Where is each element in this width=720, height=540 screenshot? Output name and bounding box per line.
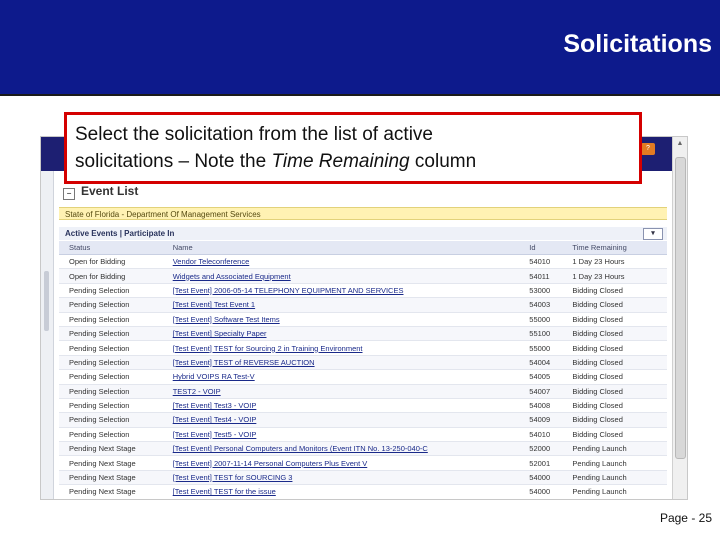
time-remaining-cell: Bidding Closed (562, 341, 667, 355)
status-cell: Pending Next Stage (59, 485, 163, 499)
time-remaining-cell: Bidding Closed (562, 370, 667, 384)
event-id-cell: 53000 (519, 283, 562, 297)
table-row[interactable] (59, 341, 667, 355)
status-cell: Open for Bidding (59, 269, 163, 283)
table-row[interactable] (59, 312, 667, 326)
status-cell: Pending Selection (59, 355, 163, 369)
time-remaining-cell: Bidding Closed (562, 427, 667, 441)
event-id-cell: 54000 (519, 485, 562, 499)
table-row[interactable] (59, 269, 667, 283)
active-events-subheader (59, 227, 667, 240)
vertical-scrollbar[interactable] (672, 137, 687, 499)
status-cell: Pending Selection (59, 326, 163, 340)
event-id-cell: 54010 (519, 255, 562, 269)
table-row[interactable] (59, 283, 667, 297)
time-remaining-cell: Pending Launch (562, 442, 667, 456)
table-row[interactable] (59, 355, 667, 369)
table-options-icon[interactable]: ▾ (643, 228, 663, 240)
event-name-link[interactable]: Hybrid VOIPS RA Test-V (163, 370, 520, 384)
event-list-heading (63, 184, 138, 200)
event-id-cell: 52000 (519, 442, 562, 456)
status-cell: Pending Next Stage (59, 470, 163, 484)
status-cell: Open for Bidding (59, 255, 163, 269)
table-row[interactable] (59, 326, 667, 340)
status-cell: Pending Selection (59, 312, 163, 326)
scrollbar-thumb[interactable] (675, 157, 686, 459)
time-remaining-cell: Pending Launch (562, 485, 667, 499)
event-name-link[interactable]: Vendor Teleconference (163, 255, 520, 269)
event-name-link[interactable]: [Test Event] TEST for SOURCING 3 (163, 470, 520, 484)
slide-title: Solicitations (563, 30, 712, 58)
instruction-callout (64, 112, 642, 184)
help-icon[interactable]: ? (641, 143, 655, 155)
status-cell: Pending Next Stage (59, 442, 163, 456)
callout-line-1: Select the solicitation from the list of active (75, 124, 433, 145)
callout-emphasis: Time Remaining (271, 151, 410, 172)
status-cell: Pending Selection (59, 398, 163, 412)
time-remaining-cell: 1 Day 23 Hours (562, 255, 667, 269)
collapse-section-icon[interactable]: − (63, 188, 75, 200)
event-name-link[interactable]: [Test Event] TEST for the issue (163, 485, 520, 499)
column-header[interactable]: Time Remaining (562, 241, 667, 255)
event-id-cell: 55000 (519, 312, 562, 326)
app-screenshot (40, 136, 688, 500)
table-row[interactable] (59, 470, 667, 484)
status-cell: Pending Selection (59, 413, 163, 427)
column-header[interactable]: Status (59, 241, 163, 255)
event-name-link[interactable]: [Test Event] Test Event 1 (163, 298, 520, 312)
time-remaining-cell: Bidding Closed (562, 298, 667, 312)
event-id-cell: 54008 (519, 398, 562, 412)
table-row[interactable] (59, 298, 667, 312)
event-name-link[interactable]: [Test Event] 2007-11-14 Personal Computers Plus Event V (163, 456, 520, 470)
table-row[interactable] (59, 255, 667, 269)
status-cell: Pending Selection (59, 384, 163, 398)
time-remaining-cell: Bidding Closed (562, 413, 667, 427)
event-name-link[interactable]: [Test Event] Personal Computers and Monitors (Event ITN No. 13-250-040-C (163, 442, 520, 456)
time-remaining-cell: 1 Day 23 Hours (562, 269, 667, 283)
event-table (59, 241, 667, 500)
table-row[interactable] (59, 442, 667, 456)
active-events-label: Active Events | Participate In (65, 229, 175, 238)
time-remaining-cell: Bidding Closed (562, 384, 667, 398)
page-number: Page - 25 (659, 511, 712, 525)
time-remaining-cell: Pending Launch (562, 470, 667, 484)
callout-text (75, 121, 476, 175)
event-name-link[interactable]: [Test Event] TEST for Sourcing 2 in Training Environment (163, 341, 520, 355)
event-id-cell: 52001 (519, 456, 562, 470)
status-cell: Pending Selection (59, 427, 163, 441)
event-name-link[interactable]: [Test Event] Software Test Items (163, 312, 520, 326)
event-id-cell: 54003 (519, 298, 562, 312)
event-id-cell: 54011 (519, 269, 562, 283)
organization-bar: State of Florida - Department Of Management Services (59, 207, 667, 220)
time-remaining-cell: Pending Launch (562, 456, 667, 470)
event-name-link[interactable]: [Test Event] Specialty Paper (163, 326, 520, 340)
event-id-cell: 55100 (519, 326, 562, 340)
status-cell: Pending Selection (59, 341, 163, 355)
event-id-cell: 54004 (519, 355, 562, 369)
table-header-row (59, 241, 667, 255)
time-remaining-cell: Bidding Closed (562, 283, 667, 297)
table-row[interactable] (59, 427, 667, 441)
table-row[interactable] (59, 398, 667, 412)
event-id-cell: 54000 (519, 470, 562, 484)
event-id-cell: 54007 (519, 384, 562, 398)
event-id-cell: 54009 (519, 413, 562, 427)
event-name-link[interactable]: TEST2 - VOIP (163, 384, 520, 398)
callout-line-2-start: solicitations – Note the (75, 151, 272, 172)
event-name-link[interactable]: [Test Event] TEST of REVERSE AUCTION (163, 355, 520, 369)
column-header[interactable]: Id (519, 241, 562, 255)
table-row[interactable] (59, 384, 667, 398)
time-remaining-cell: Bidding Closed (562, 398, 667, 412)
slide-header (0, 0, 720, 96)
status-cell: Pending Selection (59, 283, 163, 297)
event-list-title: Event List (81, 184, 139, 198)
event-name-link[interactable]: [Test Event] Test3 - VOIP (163, 398, 520, 412)
event-id-cell: 54010 (519, 427, 562, 441)
event-name-link[interactable]: [Test Event] Test5 - VOIP (163, 427, 520, 441)
callout-line-2-end: column (409, 151, 477, 172)
time-remaining-cell: Bidding Closed (562, 355, 667, 369)
event-name-link[interactable]: Widgets and Associated Equipment (163, 269, 520, 283)
status-cell: Pending Next Stage (59, 456, 163, 470)
event-name-link[interactable]: [Test Event] Test4 - VOIP (163, 413, 520, 427)
collapse-handle-icon[interactable] (44, 271, 49, 331)
table-row[interactable] (59, 370, 667, 384)
table-row[interactable] (59, 456, 667, 470)
table-row[interactable] (59, 413, 667, 427)
event-id-cell: 55000 (519, 341, 562, 355)
event-name-link[interactable]: [Test Event] 2006-05-14 TELEPHONY EQUIPMENT AND SERVICES (163, 283, 520, 297)
column-header[interactable]: Name (163, 241, 520, 255)
time-remaining-cell: Bidding Closed (562, 312, 667, 326)
table-row[interactable] (59, 485, 667, 499)
status-cell: Pending Selection (59, 298, 163, 312)
left-collapse-strip[interactable] (41, 171, 54, 499)
event-id-cell: 54005 (519, 370, 562, 384)
status-cell: Pending Selection (59, 370, 163, 384)
time-remaining-cell: Bidding Closed (562, 326, 667, 340)
scroll-up-icon[interactable]: ▲ (676, 140, 684, 147)
